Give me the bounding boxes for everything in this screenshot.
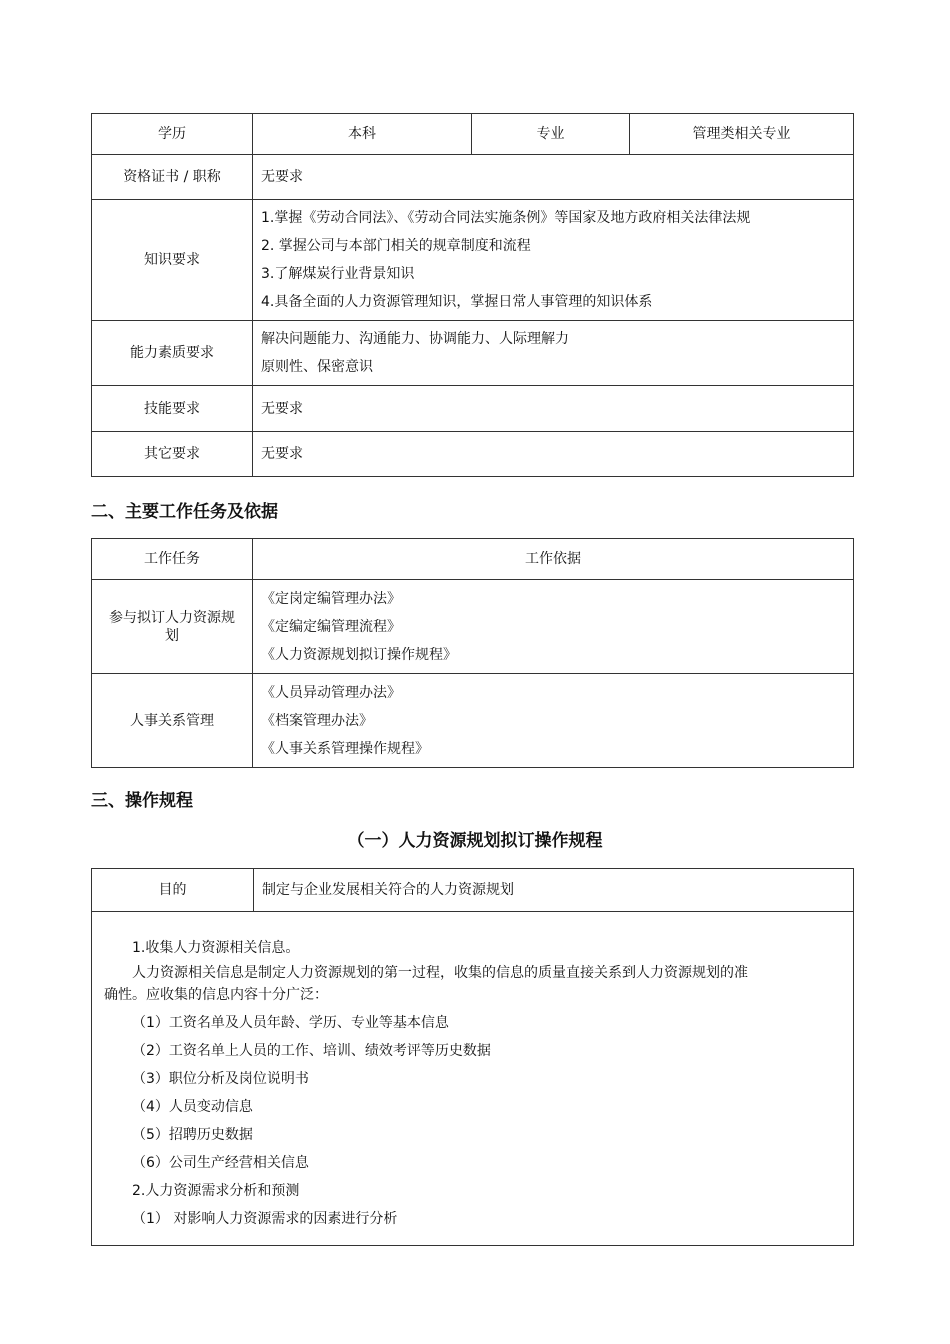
info-item: （2）工资名单上人员的工作、培训、绩效考评等历史数据 xyxy=(132,1043,491,1059)
education-label: 学历 xyxy=(92,114,253,155)
other-value: 无要求 xyxy=(253,432,854,477)
education-row xyxy=(92,114,854,155)
cert-row xyxy=(92,155,854,200)
task-row xyxy=(92,580,854,674)
task-name: 人事关系管理 xyxy=(92,674,253,768)
knowledge-item: 1.掌握《劳动合同法》、《劳动合同法实施条例》等国家及地方政府相关法律法规 xyxy=(261,210,751,226)
basis-doc: 《人员异动管理办法》 xyxy=(261,684,401,701)
section2-heading: 二、主要工作任务及依据 xyxy=(91,502,278,522)
knowledge-item: 2. 掌握公司与本部门相关的规章制度和流程 xyxy=(261,238,531,254)
task-basis-list xyxy=(253,580,854,674)
procedure-body-row xyxy=(92,912,854,1246)
tasks-header-row xyxy=(92,539,854,580)
col-basis-header: 工作依据 xyxy=(253,539,854,580)
basis-doc: 《人事关系管理操作规程》 xyxy=(261,740,429,757)
ability-label: 能力素质要求 xyxy=(92,321,253,386)
procedure-body xyxy=(92,912,854,1246)
major-label: 专业 xyxy=(472,114,630,155)
step-heading: 1.收集人力资源相关信息。 xyxy=(132,940,300,956)
info-item: （3）职位分析及岗位说明书 xyxy=(132,1071,309,1087)
skill-row xyxy=(92,386,854,432)
skill-value: 无要求 xyxy=(253,386,854,432)
step1-paragraph: 人力资源相关信息是制定人力资源规划的第一过程，收集的信息的质量直接关系到人力资源规划的准 确性。应收集的信息内容十分广泛： xyxy=(104,965,748,1003)
task-row xyxy=(92,674,854,768)
basis-doc: 《定编定编管理流程》 xyxy=(261,618,401,635)
info-item: （1）工资名单及人员年龄、学历、专业等基本信息 xyxy=(132,1015,449,1031)
tasks-table xyxy=(91,538,854,768)
basis-doc: 《定岗定编管理办法》 xyxy=(261,590,401,607)
step-heading: 2.人力资源需求分析和预测 xyxy=(132,1183,300,1199)
purpose-label: 目的 xyxy=(92,869,254,912)
knowledge-item: 4.具备全面的人力资源管理知识，掌握日常人事管理的知识体系 xyxy=(261,294,653,310)
cert-label: 资格证书 / 职称 xyxy=(92,155,253,200)
basis-doc: 《档案管理办法》 xyxy=(261,712,373,729)
ability-item: 原则性、保密意识 xyxy=(261,359,373,375)
section3-heading: 三、操作规程 xyxy=(91,791,193,811)
task-basis-list xyxy=(253,674,854,768)
ability-row xyxy=(92,321,854,386)
education-value: 本科 xyxy=(253,114,472,155)
info-item: （5）招聘历史数据 xyxy=(132,1127,253,1143)
knowledge-item: 3.了解煤炭行业背景知识 xyxy=(261,266,415,282)
purpose-row xyxy=(92,869,854,912)
procedure-table xyxy=(91,868,854,1246)
major-value: 管理类相关专业 xyxy=(630,114,854,155)
knowledge-label: 知识要求 xyxy=(92,200,253,321)
col-task-header: 工作任务 xyxy=(92,539,253,580)
basis-doc: 《人力资源规划拟订操作规程》 xyxy=(261,646,457,663)
ability-list xyxy=(253,321,854,386)
other-label: 其它要求 xyxy=(92,432,253,477)
knowledge-row xyxy=(92,200,854,321)
skill-label: 技能要求 xyxy=(92,386,253,432)
purpose-value: 制定与企业发展相关符合的人力资源规划 xyxy=(254,869,854,912)
procedure-title: （一）人力资源规划拟订操作规程 xyxy=(347,831,603,851)
info-item: （4）人员变动信息 xyxy=(132,1099,253,1115)
task-name: 参与拟订人力资源规 划 xyxy=(92,580,253,674)
other-row xyxy=(92,432,854,477)
knowledge-list xyxy=(253,200,854,321)
cert-value: 无要求 xyxy=(253,155,854,200)
info-item: （6）公司生产经营相关信息 xyxy=(132,1155,309,1171)
info-item: （1） 对影响人力资源需求的因素进行分析 xyxy=(132,1211,398,1227)
requirements-table xyxy=(91,113,854,477)
ability-item: 解决问题能力、沟通能力、协调能力、人际理解力 xyxy=(261,331,569,347)
